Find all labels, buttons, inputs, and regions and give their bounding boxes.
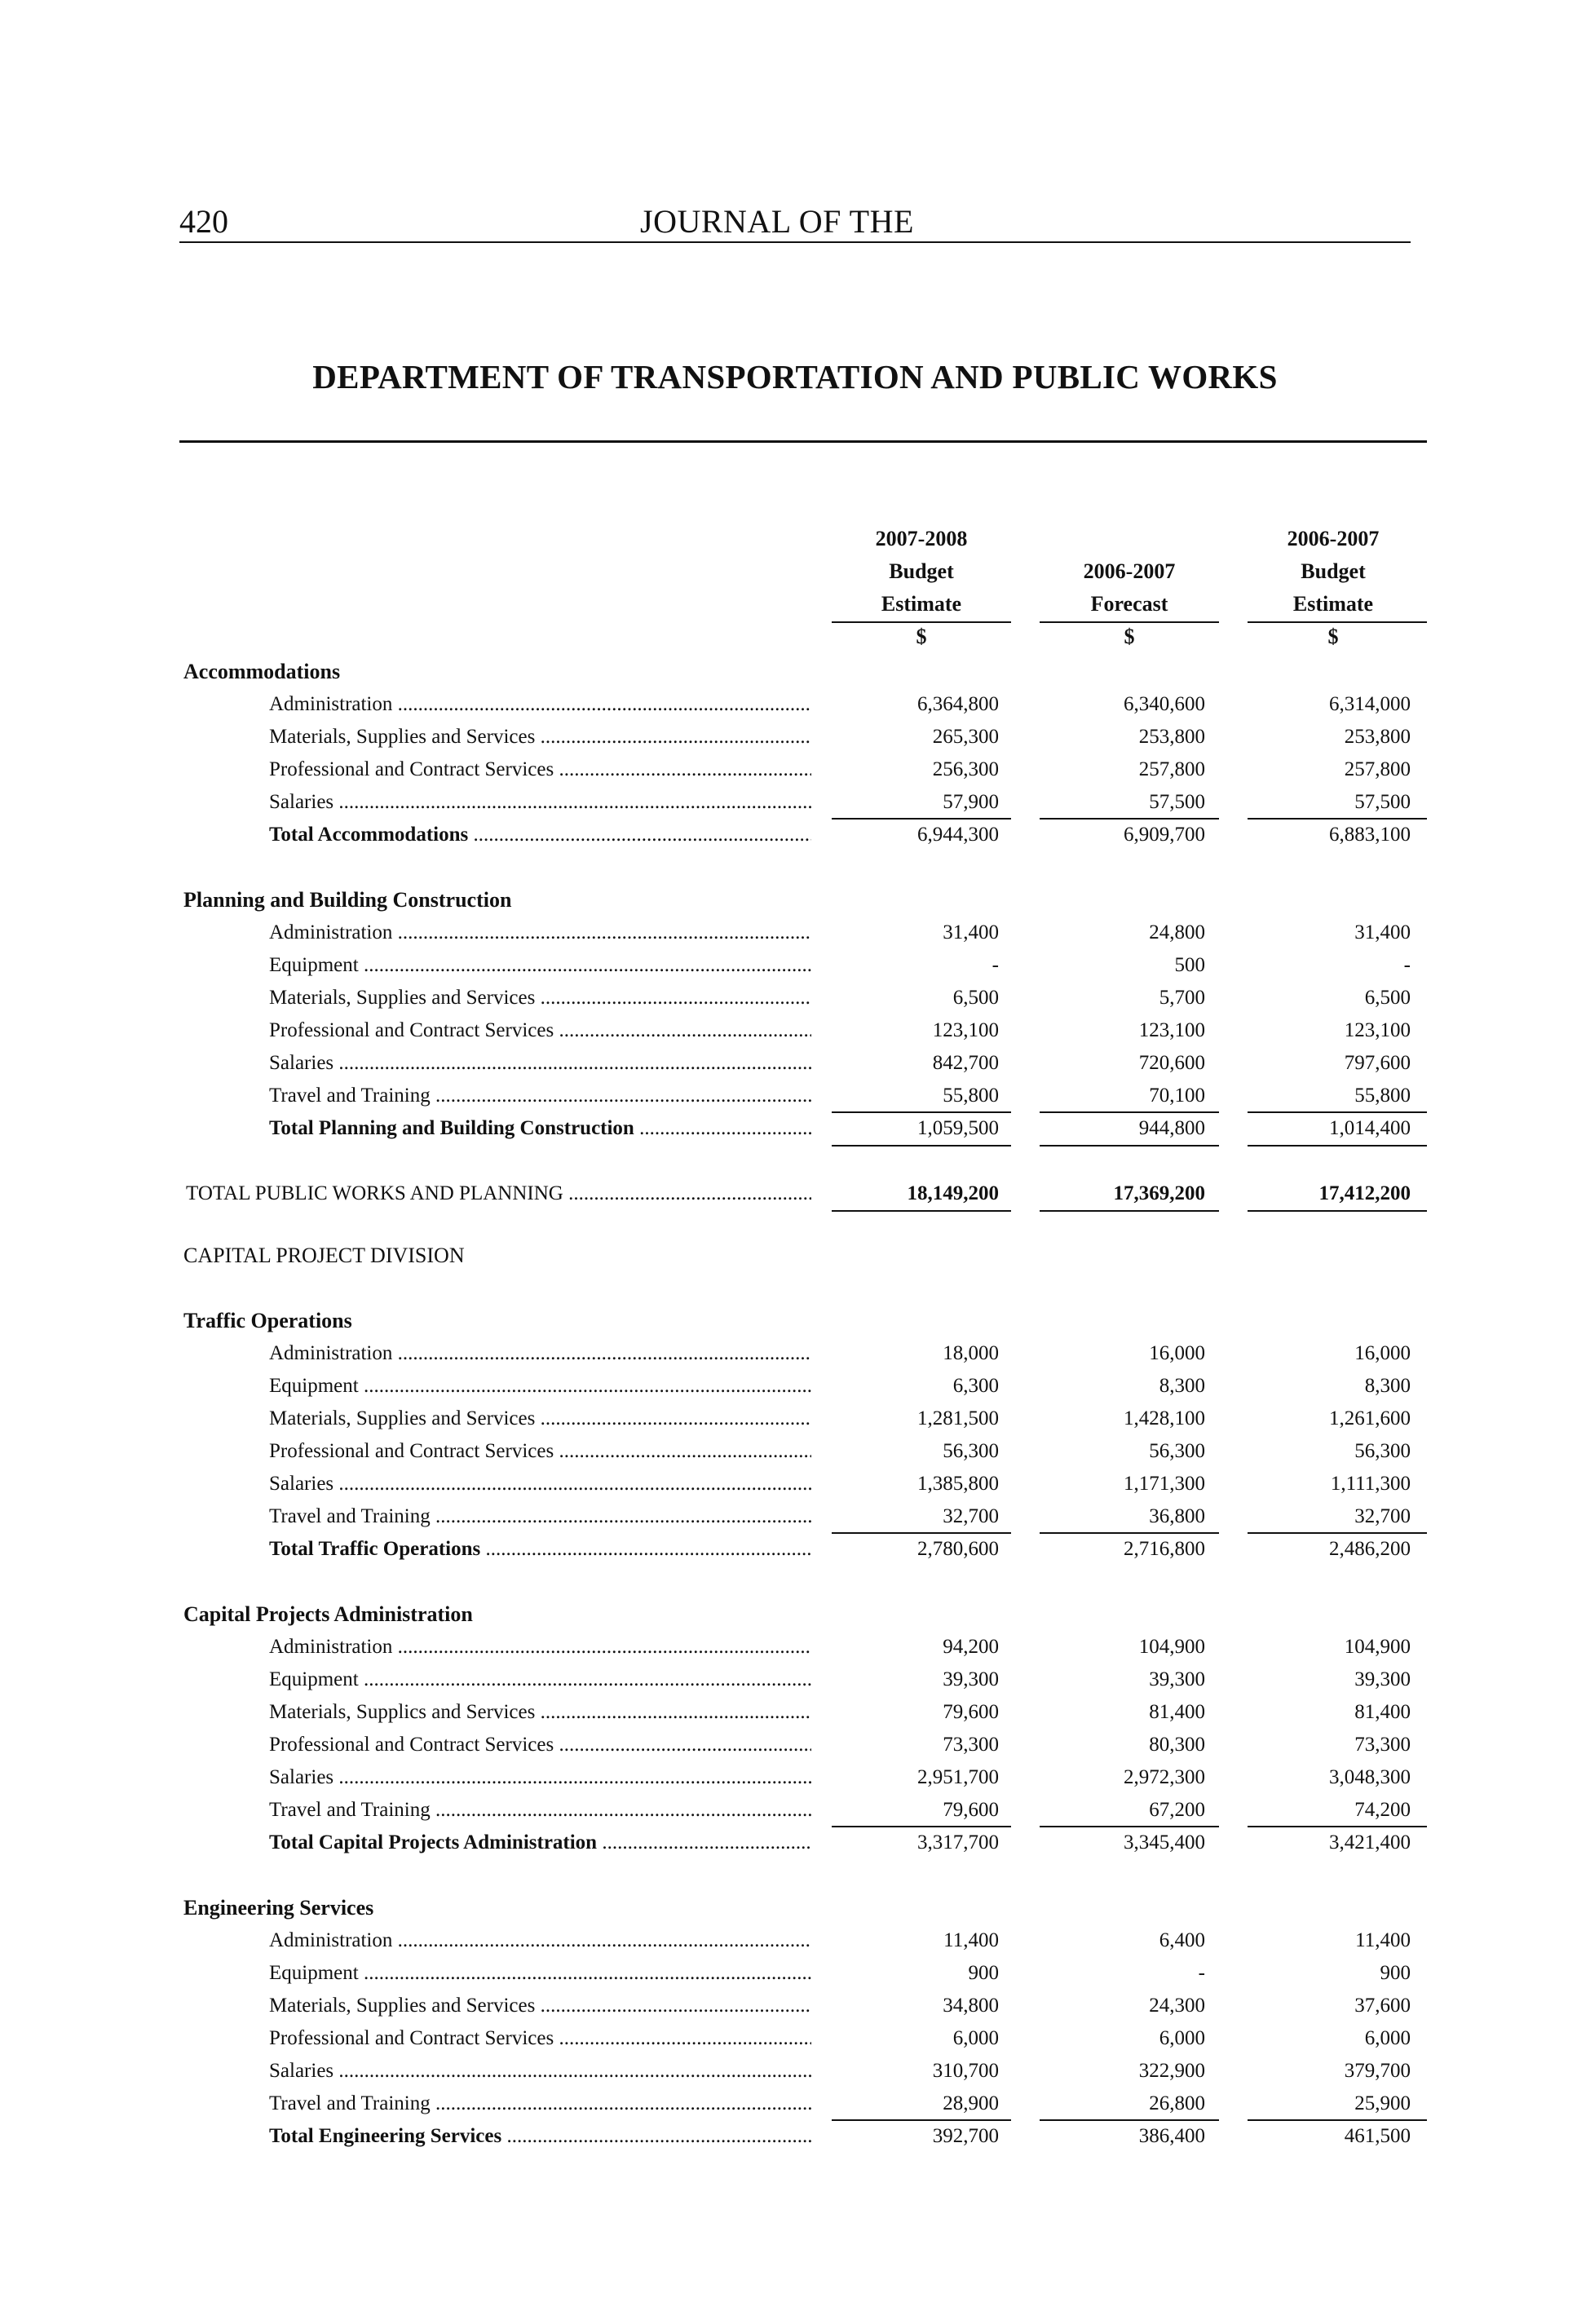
column-header-budget-2007-2008: [836, 523, 1007, 653]
value-budget-2006: 1,261,600: [1329, 1407, 1411, 1429]
table-row: [0, 982, 1590, 1014]
column-currency: $: [1124, 625, 1135, 648]
total-label: Total Accommodations .....: [269, 819, 811, 851]
total-label: Total Engineering Services .....: [269, 2120, 811, 2153]
table-row: [0, 753, 1590, 786]
section-title-planning: Planning and Building Construction: [183, 888, 512, 912]
value-budget-2007: 900: [968, 1962, 999, 1984]
row-label: Materials, Supplies and Services .....: [269, 721, 811, 753]
total-row: [0, 2120, 1590, 2153]
row-label: Administration .....: [269, 1924, 811, 1957]
value-forecast-2006: 6,000: [1159, 2027, 1205, 2049]
total-underline: [1248, 1145, 1427, 1147]
table-row: [0, 1990, 1590, 2022]
total-underline: [832, 1145, 1011, 1147]
value-forecast-2006: 104,900: [1138, 1636, 1205, 1658]
row-label: Materials, Supplics and Services .....: [269, 1696, 811, 1729]
section-title-capital-admin: Capital Projects Administration: [183, 1602, 473, 1626]
table-row: [0, 721, 1590, 753]
value-forecast-2006: 24,300: [1149, 1995, 1205, 2017]
row-label: Equipment .....: [269, 1370, 811, 1403]
column-line2: Budget: [1301, 559, 1366, 583]
table-row: [0, 917, 1590, 949]
total-budget-2007: 392,700: [932, 2125, 999, 2147]
value-forecast-2006: 5,700: [1159, 987, 1205, 1009]
value-budget-2006: 900: [1380, 1962, 1411, 1984]
grand-total-budget-2006: 17,412,200: [1318, 1182, 1411, 1204]
title-rule: [179, 440, 1427, 443]
column-line3: Estimate: [1292, 592, 1374, 616]
value-budget-2006: 55,800: [1354, 1085, 1411, 1107]
table-row: [0, 1631, 1590, 1663]
total-forecast-2006: 3,345,400: [1124, 1831, 1205, 1853]
value-budget-2006: 1,111,300: [1330, 1473, 1411, 1495]
total-forecast-2006: 944,800: [1138, 1117, 1205, 1139]
row-label: Administration .....: [269, 688, 811, 721]
value-forecast-2006: 257,800: [1138, 758, 1205, 780]
column-currency: $: [916, 625, 927, 648]
division-title: CAPITAL PROJECT DIVISION: [183, 1244, 465, 1267]
total-row: [0, 1533, 1590, 1566]
value-forecast-2006: 26,800: [1149, 2092, 1205, 2114]
value-forecast-2006: 80,300: [1149, 1734, 1205, 1756]
value-budget-2007: 55,800: [943, 1085, 999, 1107]
value-forecast-2006: 24,800: [1149, 921, 1205, 943]
value-budget-2006: 8,300: [1364, 1375, 1411, 1397]
table-row: [0, 2088, 1590, 2120]
row-label: Professional and Contract Services .....: [269, 1729, 811, 1761]
value-budget-2007: 57,900: [943, 791, 999, 813]
row-label: Professional and Contract Services .....: [269, 753, 811, 786]
total-forecast-2006: 2,716,800: [1124, 1538, 1205, 1560]
row-label: Administration .....: [269, 917, 811, 949]
row-label: Equipment .....: [269, 1663, 811, 1696]
value-budget-2006: 32,700: [1354, 1505, 1411, 1527]
value-budget-2007: -: [992, 954, 999, 976]
total-forecast-2006: 386,400: [1138, 2125, 1205, 2147]
column-header-budget-2006-2007: [1248, 523, 1419, 653]
value-forecast-2006: 39,300: [1149, 1668, 1205, 1690]
total-budget-2006: 2,486,200: [1329, 1538, 1411, 1560]
value-budget-2007: 6,000: [952, 2027, 999, 2049]
row-label: Travel and Training .....: [269, 1080, 811, 1112]
table-row: [0, 688, 1590, 721]
value-budget-2007: 34,800: [943, 1995, 999, 2017]
value-budget-2007: 265,300: [932, 726, 999, 748]
column-year: 2006-2007: [1287, 527, 1380, 550]
table-row: [0, 786, 1590, 819]
value-forecast-2006: 8,300: [1159, 1375, 1205, 1397]
grand-total-forecast-2006: 17,369,200: [1113, 1182, 1205, 1204]
value-budget-2006: 39,300: [1354, 1668, 1411, 1690]
value-forecast-2006: 67,200: [1149, 1799, 1205, 1821]
value-budget-2007: 256,300: [932, 758, 999, 780]
total-label: Total Planning and Building Construction .....: [269, 1112, 811, 1145]
row-label: Professional and Contract Services .....: [269, 1435, 811, 1468]
value-forecast-2006: 56,300: [1149, 1440, 1205, 1462]
row-label: Administration .....: [269, 1631, 811, 1663]
total-underline: [1040, 1145, 1219, 1147]
column-currency: $: [1327, 625, 1339, 648]
grand-total-rule: [832, 1210, 1011, 1212]
value-budget-2007: 39,300: [943, 1668, 999, 1690]
column-line3: Estimate: [881, 592, 962, 616]
column-header-rule: [1248, 621, 1427, 623]
value-budget-2006: 57,500: [1354, 791, 1411, 813]
value-forecast-2006: 322,900: [1138, 2060, 1205, 2082]
row-label: Equipment .....: [269, 1957, 811, 1990]
value-budget-2007: 6,364,800: [917, 693, 999, 715]
value-budget-2006: -: [1403, 954, 1411, 976]
value-forecast-2006: 16,000: [1149, 1342, 1205, 1364]
value-budget-2006: 379,700: [1344, 2060, 1411, 2082]
table-row: [0, 1924, 1590, 1957]
value-budget-2006: 37,600: [1354, 1995, 1411, 2017]
value-forecast-2006: 720,600: [1138, 1052, 1205, 1074]
total-row: [0, 1827, 1590, 1859]
row-label: Professional and Contract Services .....: [269, 2022, 811, 2055]
value-budget-2007: 79,600: [943, 1701, 999, 1723]
table-row: [0, 1047, 1590, 1080]
value-budget-2007: 310,700: [932, 2060, 999, 2082]
value-forecast-2006: 2,972,300: [1124, 1766, 1205, 1788]
table-row: [0, 1080, 1590, 1112]
table-row: [0, 1761, 1590, 1794]
value-budget-2007: 1,385,800: [917, 1473, 999, 1495]
value-budget-2006: 123,100: [1344, 1019, 1411, 1041]
total-budget-2006: 6,883,100: [1329, 824, 1411, 846]
row-label: Salaries .....: [269, 1761, 811, 1794]
value-budget-2007: 1,281,500: [917, 1407, 999, 1429]
value-forecast-2006: 1,171,300: [1124, 1473, 1205, 1495]
table-row: [0, 1403, 1590, 1435]
value-budget-2006: 81,400: [1354, 1701, 1411, 1723]
value-budget-2007: 11,400: [943, 1929, 999, 1951]
value-budget-2006: 797,600: [1344, 1052, 1411, 1074]
table-row: [0, 1500, 1590, 1533]
value-budget-2006: 56,300: [1354, 1440, 1411, 1462]
department-title: DEPARTMENT OF TRANSPORTATION AND PUBLIC WORKS: [312, 358, 1278, 395]
table-row: [0, 1696, 1590, 1729]
section-title-accommodations: Accommodations: [183, 660, 341, 683]
table-row: [0, 1435, 1590, 1468]
row-label: Travel and Training .....: [269, 2088, 811, 2120]
grand-total-label: TOTAL PUBLIC WORKS AND PLANNING .....: [186, 1177, 811, 1210]
value-budget-2006: 16,000: [1354, 1342, 1411, 1364]
row-label: Administration .....: [269, 1337, 811, 1370]
table-row: [0, 2055, 1590, 2088]
section-title-engineering: Engineering Services: [183, 1896, 374, 1920]
row-label: Materials, Supplies and Services .....: [269, 1990, 811, 2022]
running-head: [179, 202, 1411, 243]
row-label: Travel and Training .....: [269, 1794, 811, 1827]
value-budget-2006: 3,048,300: [1329, 1766, 1411, 1788]
table-row: [0, 1468, 1590, 1500]
total-budget-2007: 6,944,300: [917, 824, 999, 846]
table-row: [0, 949, 1590, 982]
value-budget-2007: 31,400: [943, 921, 999, 943]
column-line2: Budget: [889, 559, 954, 583]
journal-title: JOURNAL OF THE: [640, 203, 914, 240]
page-number: 420: [179, 203, 228, 240]
value-budget-2006: 31,400: [1354, 921, 1411, 943]
column-header-rule: [1040, 621, 1219, 623]
value-budget-2006: 11,400: [1355, 1929, 1411, 1951]
table-row: [0, 1957, 1590, 1990]
value-budget-2006: 74,200: [1354, 1799, 1411, 1821]
row-label: Salaries .....: [269, 1468, 811, 1500]
total-forecast-2006: 6,909,700: [1124, 824, 1205, 846]
value-budget-2007: 6,300: [952, 1375, 999, 1397]
row-label: Salaries .....: [269, 786, 811, 819]
grand-total-budget-2007: 18,149,200: [907, 1182, 999, 1204]
value-budget-2007: 842,700: [932, 1052, 999, 1074]
value-forecast-2006: 500: [1174, 954, 1205, 976]
value-budget-2006: 6,314,000: [1329, 693, 1411, 715]
column-header-forecast-2006-2007: [1044, 555, 1215, 653]
value-budget-2007: 32,700: [943, 1505, 999, 1527]
value-budget-2007: 73,300: [943, 1734, 999, 1756]
table-row: [0, 1370, 1590, 1403]
value-budget-2007: 79,600: [943, 1799, 999, 1821]
row-label: Equipment .....: [269, 949, 811, 982]
value-budget-2007: 94,200: [943, 1636, 999, 1658]
section-title-traffic: Traffic Operations: [183, 1309, 352, 1332]
row-label: Materials, Supplies and Services .....: [269, 1403, 811, 1435]
table-row: [0, 1014, 1590, 1047]
grand-total-row: [0, 1177, 1590, 1210]
total-label: Total Traffic Operations .....: [269, 1533, 811, 1566]
value-forecast-2006: 57,500: [1149, 791, 1205, 813]
value-budget-2006: 6,000: [1364, 2027, 1411, 2049]
grand-total-rule: [1040, 1210, 1219, 1212]
value-forecast-2006: 81,400: [1149, 1701, 1205, 1723]
column-line2: 2006-2007: [1083, 559, 1176, 583]
value-forecast-2006: 123,100: [1138, 1019, 1205, 1041]
value-forecast-2006: 6,340,600: [1124, 693, 1205, 715]
total-budget-2006: 1,014,400: [1329, 1117, 1411, 1139]
row-label: Salaries .....: [269, 1047, 811, 1080]
total-budget-2007: 2,780,600: [917, 1538, 999, 1560]
total-row: [0, 1112, 1590, 1145]
value-forecast-2006: 253,800: [1138, 726, 1205, 748]
value-budget-2007: 6,500: [952, 987, 999, 1009]
row-label: Professional and Contract Services .....: [269, 1014, 811, 1047]
value-forecast-2006: 6,400: [1159, 1929, 1205, 1951]
total-label: Total Capital Projects Administration .....: [269, 1827, 811, 1859]
total-budget-2007: 1,059,500: [917, 1117, 999, 1139]
value-budget-2006: 104,900: [1344, 1636, 1411, 1658]
table-row: [0, 2022, 1590, 2055]
column-header-rule: [832, 621, 1011, 623]
value-budget-2007: 28,900: [943, 2092, 999, 2114]
value-forecast-2006: 70,100: [1149, 1085, 1205, 1107]
value-forecast-2006: 36,800: [1149, 1505, 1205, 1527]
value-budget-2006: 257,800: [1344, 758, 1411, 780]
value-budget-2007: 56,300: [943, 1440, 999, 1462]
column-line3: Forecast: [1090, 592, 1168, 616]
row-label: Travel and Training .....: [269, 1500, 811, 1533]
total-budget-2006: 3,421,400: [1329, 1831, 1411, 1853]
total-budget-2006: 461,500: [1344, 2125, 1411, 2147]
total-budget-2007: 3,317,700: [917, 1831, 999, 1853]
value-budget-2006: 6,500: [1364, 987, 1411, 1009]
table-row: [0, 1337, 1590, 1370]
table-row: [0, 1794, 1590, 1827]
total-row: [0, 819, 1590, 851]
value-budget-2007: 18,000: [943, 1342, 999, 1364]
value-budget-2006: 253,800: [1344, 726, 1411, 748]
table-row: [0, 1729, 1590, 1761]
value-budget-2007: 123,100: [932, 1019, 999, 1041]
value-budget-2006: 25,900: [1354, 2092, 1411, 2114]
row-label: Materials, Supplies and Services .....: [269, 982, 811, 1014]
value-budget-2007: 2,951,700: [917, 1766, 999, 1788]
value-forecast-2006: -: [1198, 1962, 1205, 1984]
table-row: [0, 1663, 1590, 1696]
value-budget-2006: 73,300: [1354, 1734, 1411, 1756]
row-label: Salaries .....: [269, 2055, 811, 2088]
grand-total-rule: [1248, 1210, 1427, 1212]
column-year: 2007-2008: [875, 527, 968, 550]
value-forecast-2006: 1,428,100: [1124, 1407, 1205, 1429]
